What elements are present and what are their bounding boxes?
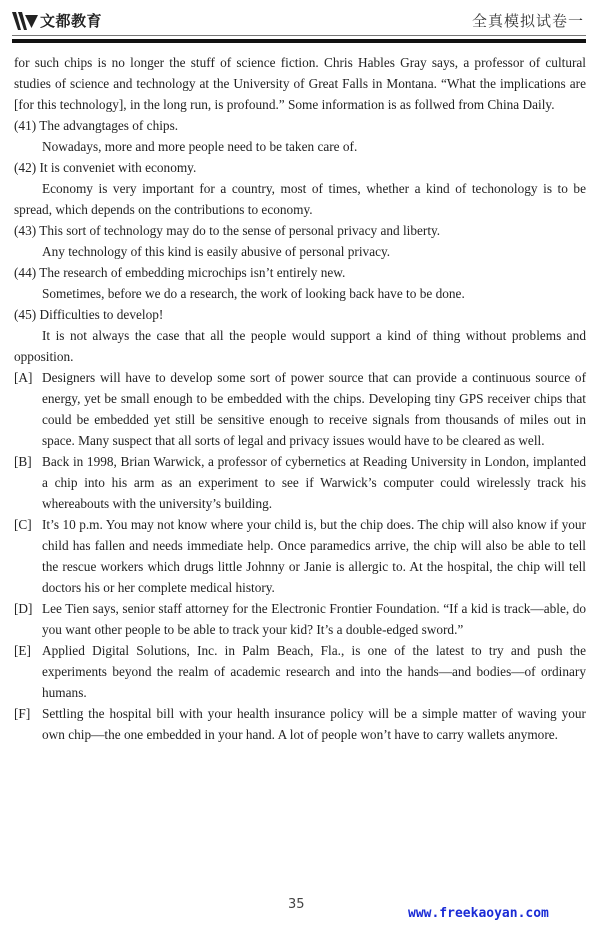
exam-title: 全真模拟试卷一 bbox=[471, 12, 584, 30]
option-label: [D] bbox=[14, 601, 33, 616]
question-41-body: Nowadays, more and more people need to be taken care of. bbox=[42, 139, 358, 154]
question-45-heading: (45) Difficulties to develop! bbox=[14, 307, 164, 322]
option-label: [C] bbox=[14, 517, 32, 532]
option-label: [E] bbox=[14, 643, 31, 658]
header-divider-thick bbox=[12, 39, 586, 43]
question-44-body: Sometimes, before we do a research, the work of looking back have to be done. bbox=[42, 286, 465, 301]
document-body bbox=[14, 52, 586, 745]
option-c bbox=[14, 514, 586, 598]
option-b bbox=[14, 451, 586, 514]
header-divider-thin bbox=[12, 35, 586, 36]
page-number: 35 bbox=[288, 897, 305, 912]
option-text: Back in 1998, Brian Warwick, a professor of cybernetics at Reading University in London, implanted a chip into his arm as an experiment to see if Warwick’s computer could wirelessly track his whereabouts with the university’s building. bbox=[42, 454, 586, 511]
option-label: [B] bbox=[14, 454, 32, 469]
option-text: Settling the hospital bill with your health insurance policy will be a simple matter of waving your own chip—the one embedded in your hand. A lot of people won’t have to carry wallets anymore. bbox=[42, 706, 586, 742]
option-e bbox=[14, 640, 586, 703]
option-label: [F] bbox=[14, 706, 31, 721]
w-logo-icon bbox=[12, 11, 38, 31]
option-text: Designers will have to develop some sort of power source that can provide a continuous source of energy, yet be small enough to be embedded with the chips. Developing tiny GPS receiver chips that could be embedded yet still be sensitive enough to receive signals from thousands of miles out in space. Many suspect that all sorts of legal and privacy issues would have to be cleared as well. bbox=[42, 370, 586, 448]
brand-name: 文都教育 bbox=[40, 12, 103, 30]
question-43-heading: (43) This sort of technology may do to the sense of personal privacy and liberty. bbox=[14, 223, 441, 238]
question-43-body: Any technology of this kind is easily abusive of personal privacy. bbox=[42, 244, 391, 259]
option-text: Applied Digital Solutions, Inc. in Palm Beach, Fla., is one of the latest to try and push the experiments beyond the realm of academic research and into the hands—and bodies—of ordinary humans. bbox=[42, 643, 586, 700]
option-label: [A] bbox=[14, 370, 33, 385]
option-text: Lee Tien says, senior staff attorney for the Electronic Frontier Foundation. “If a kid is track—able, do you want other people to be able to track your kid? It’s a double-edged sword.” bbox=[42, 601, 586, 637]
question-42-body: Economy is very important for a country, most of times, whether a kind of techonology is to be spread, which depends on the contributions to economy. bbox=[14, 181, 586, 217]
option-text: It’s 10 p.m. You may not know where your child is, but the chip does. The chip will also know if your child has fallen and needs immediate help. Once paramedics arrive, the chip will also be able to tell the rescue workers which drugs little Johnny or Janie is allergic to. At the hospital, the chip will tell doctors his or her complete medical history. bbox=[42, 517, 586, 595]
question-41-heading: (41) The advangtages of chips. bbox=[14, 118, 179, 133]
option-f bbox=[14, 703, 586, 745]
question-44-heading: (44) The research of embedding microchips isn’t entirely new. bbox=[14, 265, 346, 280]
option-a bbox=[14, 367, 586, 451]
brand-logo bbox=[12, 10, 102, 31]
question-42-heading: (42) It is conveniet with economy. bbox=[14, 160, 197, 175]
intro-paragraph: for such chips is no longer the stuff of science fiction. Chris Hables Gray says, a professor of cultural studies of science and technology at the University of Great Falls in Montana. “What the implications are [for this technology], in the long run, is profound.” Some information is as follwed from China Daily. bbox=[14, 55, 586, 112]
page-header bbox=[12, 8, 586, 44]
website-watermark[interactable]: www.freekaoyan.com bbox=[408, 906, 549, 921]
option-d bbox=[14, 598, 586, 640]
question-45-body: It is not always the case that all the people would support a kind of thing without problems and opposition. bbox=[14, 328, 586, 364]
